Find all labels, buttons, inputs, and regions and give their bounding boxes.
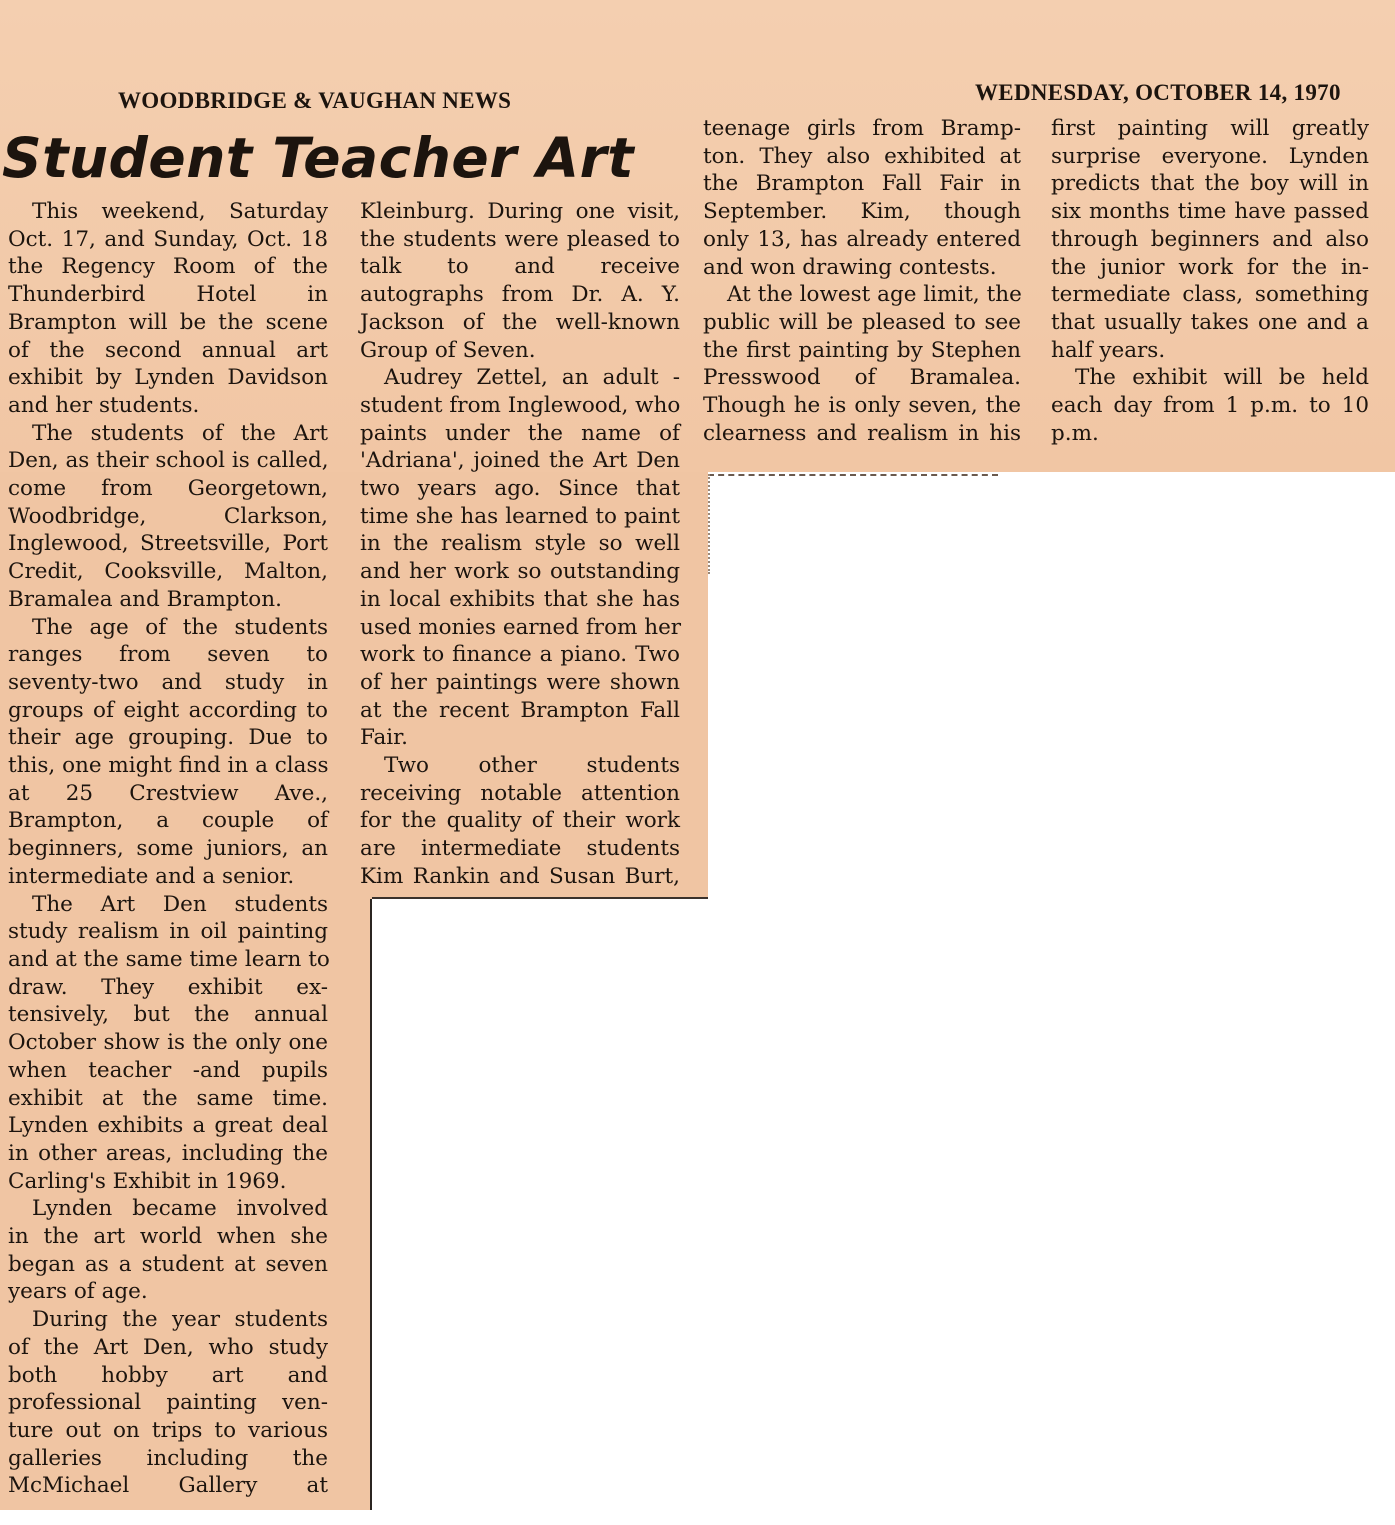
article-line: of her paintings were shown <box>360 669 680 695</box>
article-line: their age grouping. Due to <box>8 725 328 751</box>
article-line: work to finance a piano. Two <box>360 642 680 668</box>
newspaper-name: WOODBRIDGE & VAUGHAN NEWS <box>118 88 512 113</box>
article-line: half years. <box>1051 337 1166 363</box>
article-line: Bramalea and Brampton. <box>8 586 282 612</box>
article-line: Kim Rankin and Susan Burt, <box>360 863 680 889</box>
article-line: of the Art Den, who study <box>8 1334 328 1360</box>
article-line: and her students. <box>8 392 200 418</box>
article-line: in the realism style so well <box>360 531 680 557</box>
article-column-1 <box>8 198 328 1500</box>
article-line: only 13, has already entered <box>703 226 1021 252</box>
article-line: are intermediate students <box>360 836 680 862</box>
article-line: McMichael Gallery at <box>8 1473 328 1499</box>
article-line: During the year students <box>32 1307 328 1333</box>
article-line: The exhibit will be held <box>1075 365 1369 391</box>
article-line: this, one might find in a class <box>8 753 329 779</box>
article-line: termediate class, something <box>1051 282 1369 308</box>
article-line: time she has learned to paint <box>360 503 680 529</box>
article-line: autographs from Dr. A. Y. <box>360 282 680 308</box>
article-line: groups of eight according to <box>8 697 328 723</box>
perforated-edge <box>708 474 998 476</box>
article-line: study realism in oil painting <box>8 919 328 945</box>
article-line: each day from 1 p.m. to 10 <box>1051 393 1369 419</box>
article-line: Woodbridge, Clarkson, <box>8 503 328 529</box>
article-line: the junior work for the in- <box>1051 254 1369 280</box>
article-line: Jackson of the well-known <box>360 309 680 335</box>
article-line: Group of Seven. <box>360 337 536 363</box>
article-line: Kleinburg. During one visit, <box>360 199 680 224</box>
article-line: and at the same time learn to <box>8 946 330 972</box>
article-line: Thunderbird Hotel in <box>8 282 328 308</box>
article-headline: Student Teacher Art <box>2 126 634 190</box>
article-line: The students of the Art <box>32 420 328 446</box>
article-line: Oct. 17, and Sunday, Oct. 18 <box>8 226 328 252</box>
article-line: the Brampton Fall Fair in <box>703 171 1021 197</box>
article-line: used monies earned from her <box>360 614 682 640</box>
article-line: Credit, Cooksville, Malton, <box>8 559 328 585</box>
article-line: clearness and realism in his <box>703 420 1021 446</box>
article-line: professional painting ven- <box>8 1390 328 1416</box>
clipping-cut-edge-horizontal <box>372 897 708 899</box>
article-line: two years ago. Since that <box>360 476 680 502</box>
article-column-3 <box>703 115 1021 447</box>
article-line: paints under the name of <box>360 420 680 446</box>
article-line: Though he is only seven, the <box>703 393 1021 419</box>
article-line: exhibit at the same time. <box>8 1085 328 1111</box>
article-line: first painting will greatly <box>1051 116 1369 141</box>
article-line: intermediate and a senior. <box>8 863 295 889</box>
article-line: At the lowest age limit, the <box>727 282 1022 308</box>
article-line: seventy-two and study in <box>8 669 328 695</box>
article-line: Presswood of Bramalea. <box>703 365 1021 391</box>
article-line: beginners, some juniors, an <box>8 836 328 862</box>
article-line: exhibit by Lynden Davidson <box>8 365 328 391</box>
article-line: Fair. <box>360 725 408 751</box>
article-line: Brampton, a couple of <box>8 808 328 834</box>
article-line: come from Georgetown, <box>8 476 328 502</box>
article-line: began as a student at seven <box>8 1251 328 1277</box>
article-line: Lynden exhibits a great deal <box>8 1113 328 1139</box>
article-line: talk to and receive <box>360 254 680 280</box>
clipping-cut-edge-vertical <box>370 899 372 1510</box>
perforated-edge-vertical <box>708 474 710 574</box>
article-line: Brampton will be the scene <box>8 309 328 335</box>
article-line: in other areas, including the <box>8 1140 328 1166</box>
article-line: tensively, but the annual <box>8 1002 328 1028</box>
article-line: the Regency Room of the <box>8 254 328 280</box>
publication-date: WEDNESDAY, OCTOBER 14, 1970 <box>975 80 1341 105</box>
article-line: at the recent Brampton Fall <box>360 697 680 723</box>
article-line: ton. They also exhibited at <box>703 143 1021 169</box>
article-line: for the quality of their work <box>360 808 680 834</box>
article-line: p.m. <box>1051 420 1099 446</box>
article-line: at 25 Crestview Ave., <box>8 780 328 806</box>
article-line: of the second annual art <box>8 337 328 363</box>
article-line: Audrey Zettel, an adult - <box>384 365 680 391</box>
article-line: years of age. <box>8 1279 148 1305</box>
article-line: ranges from seven to <box>8 642 328 668</box>
article-line: Inglewood, Streetsville, Port <box>8 531 328 557</box>
article-column-2 <box>360 198 680 891</box>
article-line: Lynden became involved <box>32 1196 328 1222</box>
article-line: draw. They exhibit ex- <box>8 974 328 1000</box>
article-column-4 <box>1051 115 1369 447</box>
article-line: the first painting by Stephen <box>703 337 1021 363</box>
article-line: in local exhibits that she has <box>360 586 680 612</box>
article-line: through beginners and also <box>1051 226 1369 252</box>
article-line: the students were pleased to <box>360 226 680 252</box>
article-line: teenage girls from Bramp- <box>703 116 1021 141</box>
article-line: and her work so outstanding <box>360 559 680 585</box>
article-line: that usually takes one and a <box>1051 309 1369 335</box>
article-line: Carling's Exhibit in 1969. <box>8 1168 287 1194</box>
article-line: Den, as their school is called, <box>8 448 329 474</box>
article-line: public will be pleased to see <box>703 309 1021 335</box>
article-line: when teacher -and pupils <box>8 1057 328 1083</box>
article-line: and won drawing contests. <box>703 254 997 280</box>
article-line: ture out on trips to various <box>8 1417 328 1443</box>
article-line: receiving notable attention <box>360 780 680 806</box>
article-line: This weekend, Saturday <box>32 199 328 224</box>
article-line: Two other students <box>384 753 680 779</box>
article-line: September. Kim, though <box>703 199 1021 225</box>
article-line: surprise everyone. Lynden <box>1051 143 1369 169</box>
article-line: 'Adriana', joined the Art Den <box>360 448 680 474</box>
article-line: student from Inglewood, who <box>360 392 681 418</box>
article-line: six months time have passed <box>1051 199 1369 225</box>
article-line: galleries including the <box>8 1445 328 1471</box>
article-line: both hobby art and <box>8 1362 328 1388</box>
article-line: The age of the students <box>32 614 328 640</box>
article-line: in the art world when she <box>8 1224 328 1250</box>
article-line: October show is the only one <box>8 1030 328 1056</box>
article-line: predicts that the boy will in <box>1051 171 1369 197</box>
article-line: The Art Den students <box>32 891 328 917</box>
